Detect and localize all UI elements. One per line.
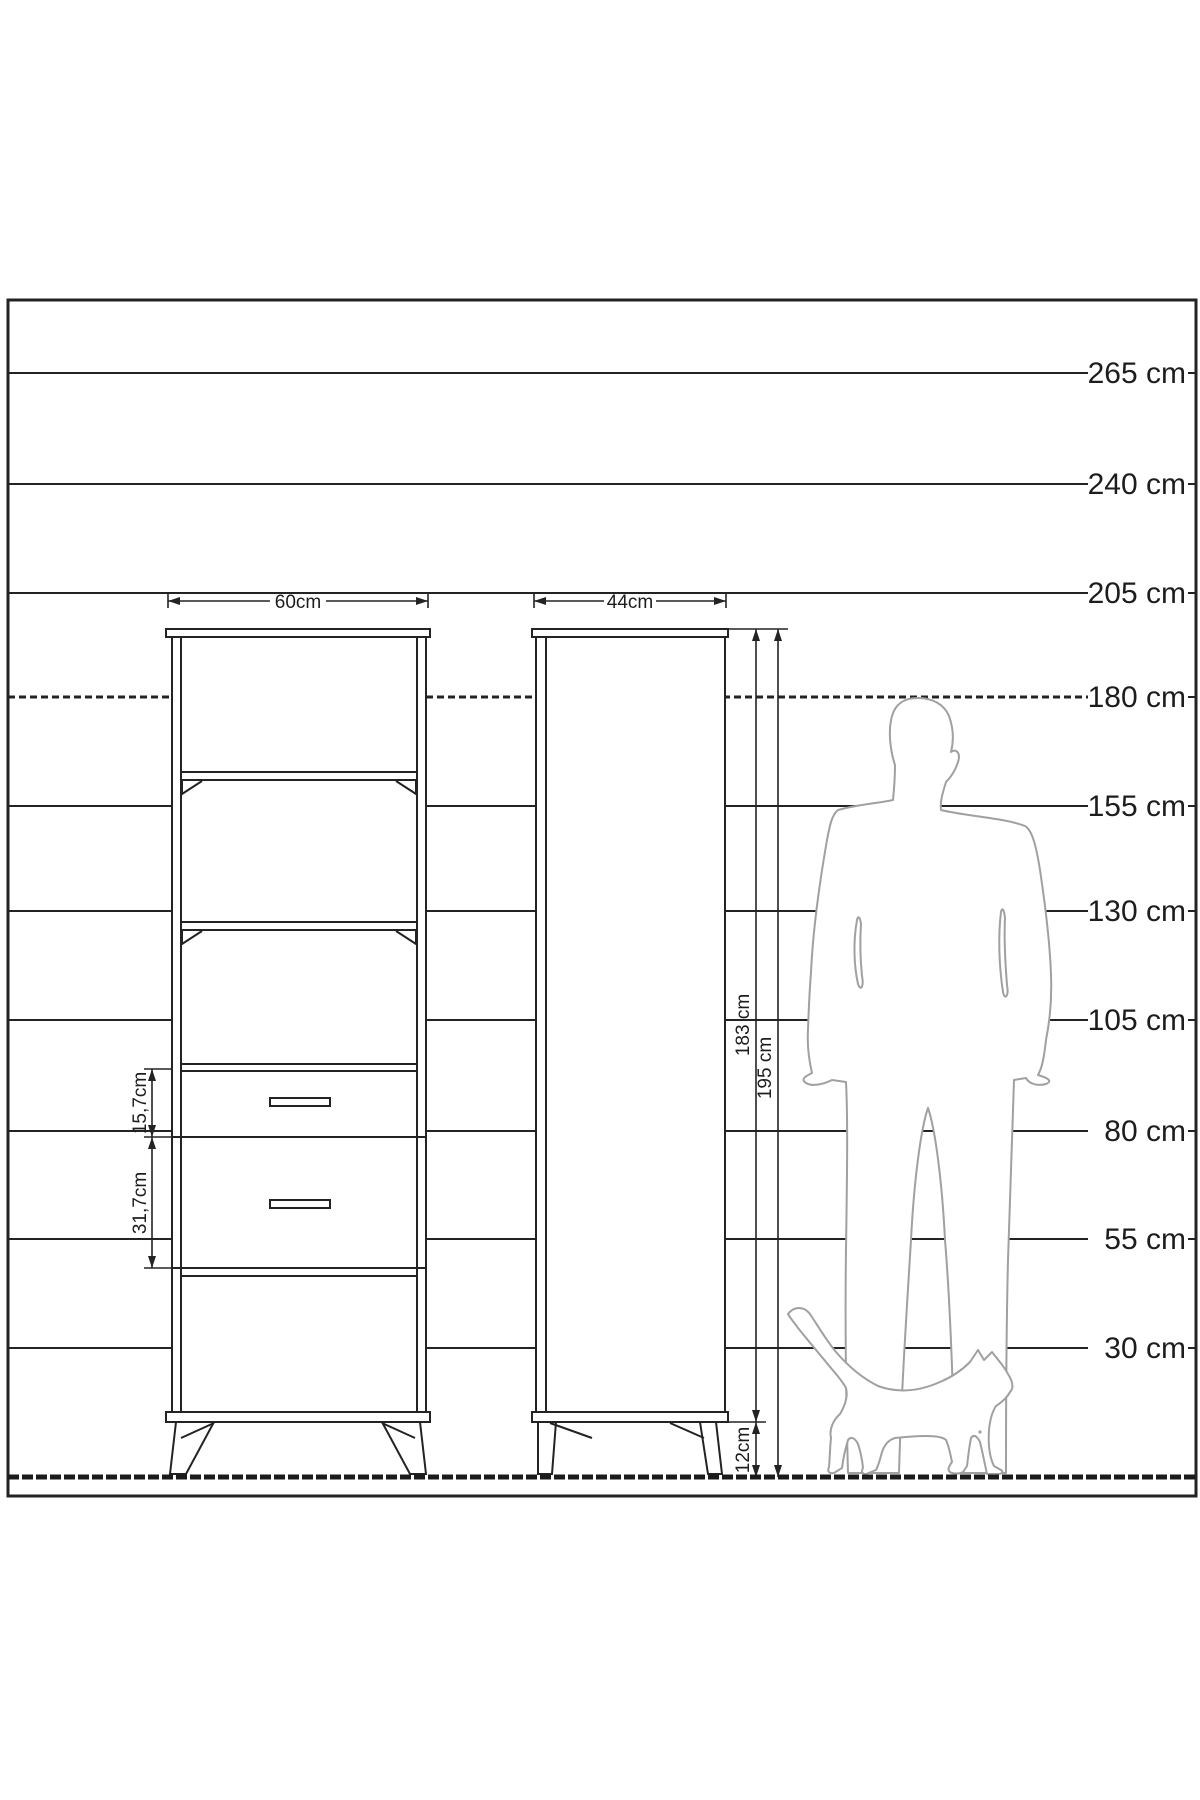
front-width-label: 60cm <box>274 592 322 613</box>
side-body <box>536 637 725 1412</box>
total-height-label: 195 cm <box>755 1036 776 1100</box>
front-top-panel <box>166 629 430 637</box>
ruler-label-130: 130 cm <box>1087 895 1186 928</box>
ruler-label-80: 80 cm <box>1104 1115 1186 1148</box>
front-bottom-panel <box>166 1412 430 1422</box>
drawer-bottom-height-label: 31,7cm <box>130 1171 151 1235</box>
front-body <box>172 637 426 1412</box>
ruler-label-30: 30 cm <box>1104 1332 1186 1365</box>
ruler-label-205: 205 cm <box>1087 577 1186 610</box>
cabinet-side-view <box>532 629 728 1474</box>
legs-height-label: 12cm <box>733 1426 754 1474</box>
ruler-label-180: 180 cm <box>1087 681 1186 714</box>
man-left-arm-slit <box>854 917 862 987</box>
ruler-label-265: 265 cm <box>1087 357 1186 390</box>
cat-fur-dot <box>978 1430 981 1433</box>
side-top-panel <box>532 629 728 637</box>
ruler-label-105: 105 cm <box>1087 1004 1186 1037</box>
ruler-label-55: 55 cm <box>1104 1223 1186 1256</box>
cabinet-front-view <box>166 629 430 1474</box>
ruler-label-155: 155 cm <box>1087 790 1186 823</box>
drawer-top-height-label: 15,7cm <box>130 1071 151 1135</box>
side-bottom-panel <box>532 1412 728 1422</box>
front-shelf-2 <box>181 922 417 930</box>
side-front-leg <box>538 1422 556 1474</box>
front-shelf-3 <box>181 1064 417 1071</box>
front-shelf-1 <box>181 772 417 780</box>
side-depth-label: 44cm <box>606 592 654 613</box>
body-height-label: 183 cm <box>733 993 754 1057</box>
ruler-label-240: 240 cm <box>1087 468 1186 501</box>
